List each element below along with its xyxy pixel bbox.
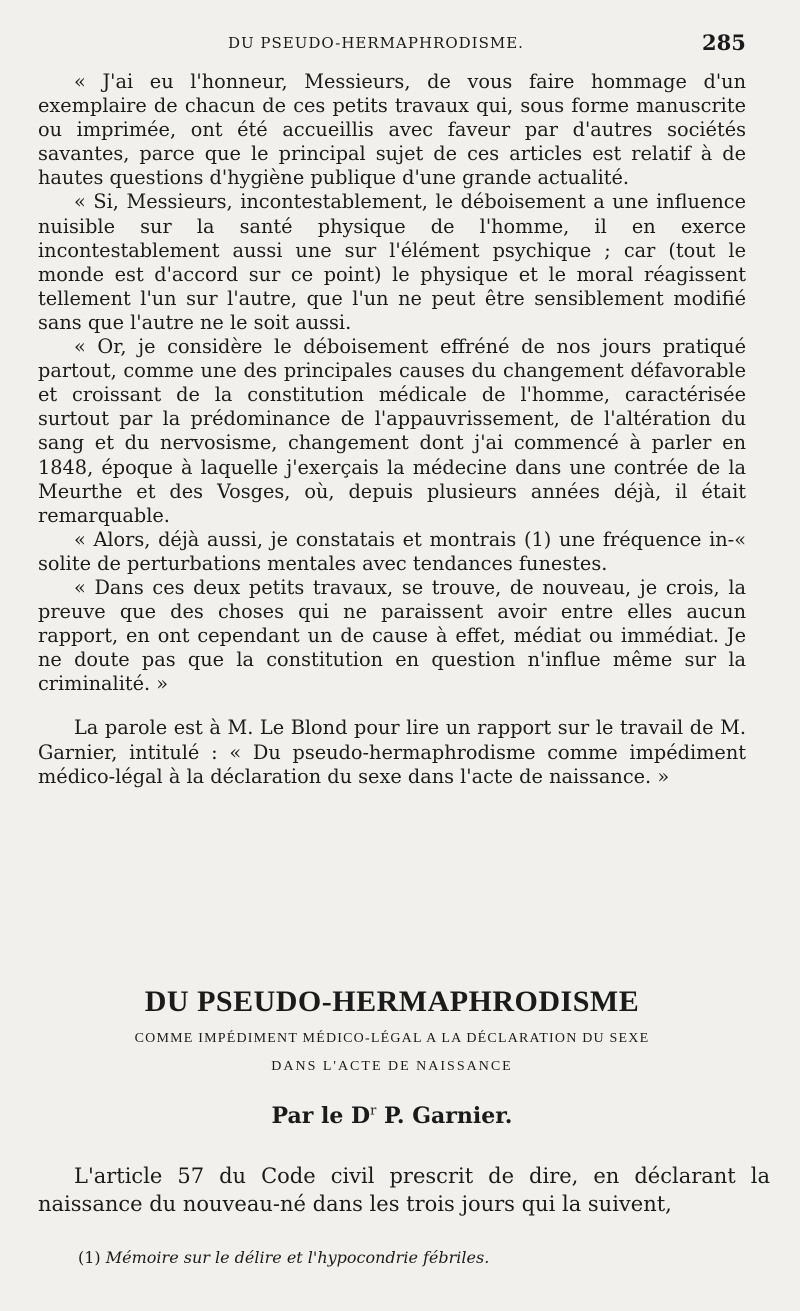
article-opening-paragraph: L'article 57 du Code civil prescrit de dire, en déclarant la naissance du nouveau-né dans les trois jours qui la suivent, (38, 1164, 770, 1216)
page-header (0, 30, 800, 60)
author-prefix-superscript: r (370, 1103, 377, 1119)
paragraph-2: « Si, Messieurs, incontestablement, le déboisement a une influence nuisible sur la santé physique de l'homme, il en exerce incontestablement aussi une sur l'élément psychique ; car (tout le monde est d'accord sur ce point) le physique et le moral réagissent tellement l'un sur l'autre, que l'un ne peut être sensiblement modifié sans que l'autre ne le soit aussi. (38, 190, 746, 334)
author-prefix: Par le D (271, 1103, 371, 1129)
article-heading (38, 985, 746, 1129)
article-subtitle-line-1: COMME IMPÉDIMENT MÉDICO-LÉGAL A LA DÉCLARATION DU SEXE (134, 1031, 650, 1046)
paragraph-4: « Alors, déjà aussi, je constatais et montrais (1) une fréquence in-« solite de perturbations mentales avec tendances funestes. (38, 527, 746, 575)
body-text (38, 70, 746, 789)
article-author (38, 1103, 746, 1129)
page-number: 285 (702, 30, 746, 55)
footnote-number: (1) (78, 1248, 101, 1267)
footnote-text: Mémoire sur le délire et l'hypocondrie fébriles. (105, 1248, 490, 1267)
article-subtitle-line-2: DANS L'ACTE DE NAISSANCE (271, 1059, 513, 1074)
running-title: DU PSEUDO-HERMAPHRODISME. (228, 34, 524, 52)
paragraph-1: « J'ai eu l'honneur, Messieurs, de vous faire hommage d'un exemplaire de chacun de ces petits travaux qui, sous forme manuscrite ou imprimée, ont été accueillis avec faveur par d'autres sociétés savantes, parce que le principal sujet de ces articles est relatif à de hautes questions d'hygiène publique d'une grande actualité. (38, 70, 746, 190)
author-name: P. Garnier. (384, 1103, 513, 1129)
article-title: DU PSEUDO-HERMAPHRODISME (144, 985, 640, 1018)
paragraph-5: « Dans ces deux petits travaux, se trouve, de nouveau, je crois, la preuve que des choses qui ne paraissent avoir entre elles aucun rapport, en ont cependant un de cause à effet, médiat ou immédiat. Je ne doute pas que la constitution en question n'influe même sur la criminalité. » (38, 575, 746, 696)
paragraph-3: « Or, je considère le déboisement effréné de nos jours pratiqué partout, comme une des principales causes du changement défavorable et croissant de la constitution médicale de l'homme, caractérisée surtout par la prédominance de l'appauvrissement, de l'altération du sang et du nervosisme, changement dont j'ai commencé à parler en 1848, époque à laquelle j'exerçais la médecine dans une contrée de la Meurthe et des Vosges, où, depuis plusieurs années déjà, il était remarquable. (38, 335, 746, 527)
announcement-paragraph: La parole est à M. Le Blond pour lire un rapport sur le travail de M. Garnier, intitulé : « Du pseudo-hermaphrodisme comme impédiment médico-légal à la déclaration du sexe dans l'acte de naissance. » (38, 716, 746, 788)
footnote (78, 1248, 738, 1267)
